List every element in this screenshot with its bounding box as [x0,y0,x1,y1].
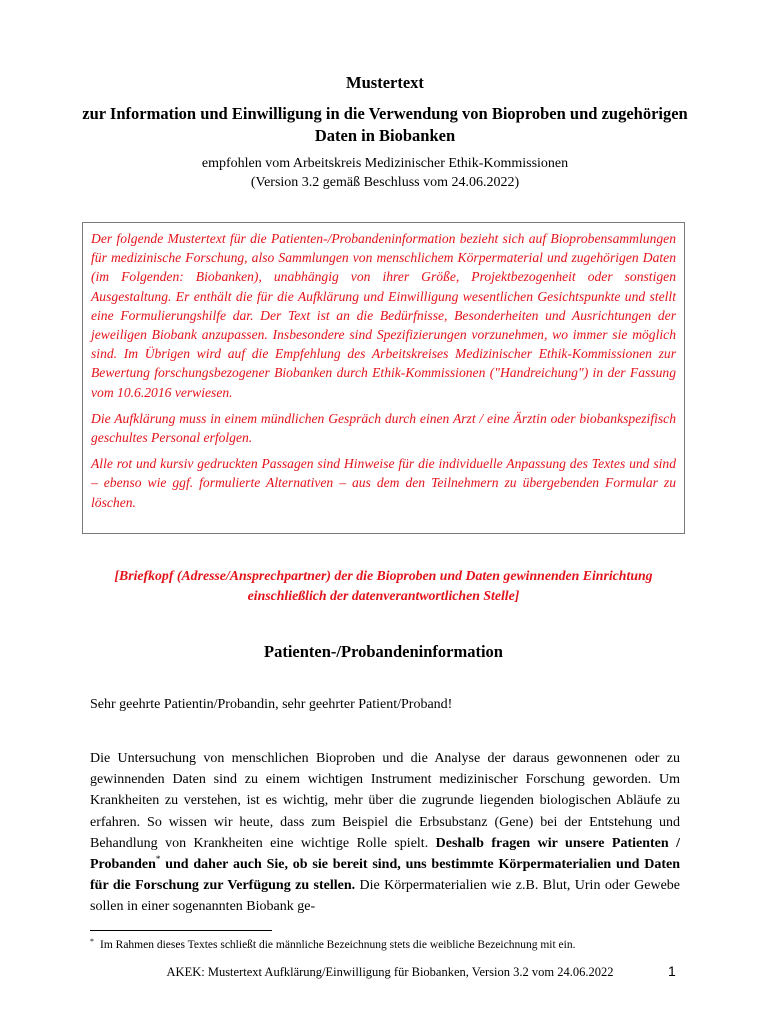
body-text-part-2: Die Körpermaterialien wie z.B. Blut, Urin oder Gewebe sollen in einer sogenannten Biobank ge- [90,878,680,915]
salutation: Sehr geehrte Patientin/Probandin, sehr geehrter Patient/Proband! [90,697,453,712]
footnote-mark: * [90,937,94,946]
body-bold-request: Deshalb fragen wir unsere Patienten / Probanden [90,835,680,873]
body-text-part-1: Die Untersuchung von menschlichen Bioproben und die Analyse der daraus gewonnenen oder zu gewinnenden Daten sind zu einem wichtigen Instrument medizinischer Forschung geworden. Um Krankheiten zu verstehen, ist es wichtig, mehr über die zugrunde liegenden biologischen Abläufe zu erfahren. So wissen wir heute, dass zum Beispiel die Erbsubstanz (Gene) bei der Entstehung und Behandlung von Krankheiten eine wichtige Rolle spielt. [90,751,680,851]
recommended-by-line: empfohlen vom Arbeitskreis Medizinischer Ethik-Kommissionen [201,156,569,171]
letterhead-placeholder: [Briefkopf (Adresse/Ansprechpartner) der die Bioproben und Daten gewinnenden Einrichtung einschließlich der datenverantwortlichen Stelle] [114,568,653,603]
section-heading: Patienten-/Probandeninformation [264,642,503,661]
instruction-notice-box [82,222,685,534]
body-paragraph [90,748,680,918]
document-subtitle: zur Information und Einwilligung in die Verwendung von Bioproben und zugehörigen Daten in Biobanken [82,104,688,145]
footnote-divider [90,930,272,931]
body-bold-request-continued: und daher auch Sie, ob sie bereit sind, uns bestimmte Körpermaterialien und Daten für die Forschung zur Verfügung zu stellen. [90,857,680,894]
notice-paragraph-1: Der folgende Mustertext für die Patienten-/Probandeninformation bezieht sich auf Bioprobensammlungen für medizinische Forschung, also Sammlungen von menschlichem Körpermaterial und zugehörigen Daten (im Folgenden: Biobanken), unabhängig von ihrer Größe, Projektbezogenheit oder sonstigen Ausgestaltung. Er enthält die für die Aufklärung und Einwilligung wesentlichen Gesichtspunkte und stellt eine Formulierungshilfe dar. Der Text ist an die Bedürfnisse, Besonderheiten und Ausrichtungen der jeweiligen Biobank anzupassen. Insbesondere sind Spezifizierungen vorzunehmen, wo immer sie möglich sind. Im Übrigen wird auf die Empfehlung des Arbeitskreises Medizinischer Ethik-Kommissionen zur Bewertung forschungsbezogener Biobanken durch Ethik-Kommissionen ("Handreichung") in der Fassung vom 10.6.2016 verwiesen. [91,231,676,400]
document-title: Mustertext [346,73,424,92]
page-number: 1 [668,963,676,979]
version-line: (Version 3.2 gemäß Beschluss vom 24.06.2022) [250,175,520,190]
page-footer: AKEK: Mustertext Aufklärung/Einwilligung für Biobanken, Version 3.2 vom 24.06.2022 [166,965,614,979]
footnote-reference[interactable]: * [155,854,161,865]
footnote-text: Im Rahmen dieses Textes schließt die männliche Bezeichnung stets die weibliche Bezeichnung mit ein. [100,939,576,951]
notice-paragraph-2: Die Aufklärung muss in einem mündlichen Gespräch durch einen Arzt / eine Ärztin oder biobankspezifisch geschultes Personal erfolgen. [91,410,676,446]
footnote [90,937,690,951]
notice-paragraph-3: Alle rot und kursiv gedruckten Passagen sind Hinweise für die individuelle Anpassung des Textes und sind – ebenso wie ggf. formulierte Alternativen – aus dem den Teilnehmern zu übergebenden Formular zu löschen. [91,456,676,510]
